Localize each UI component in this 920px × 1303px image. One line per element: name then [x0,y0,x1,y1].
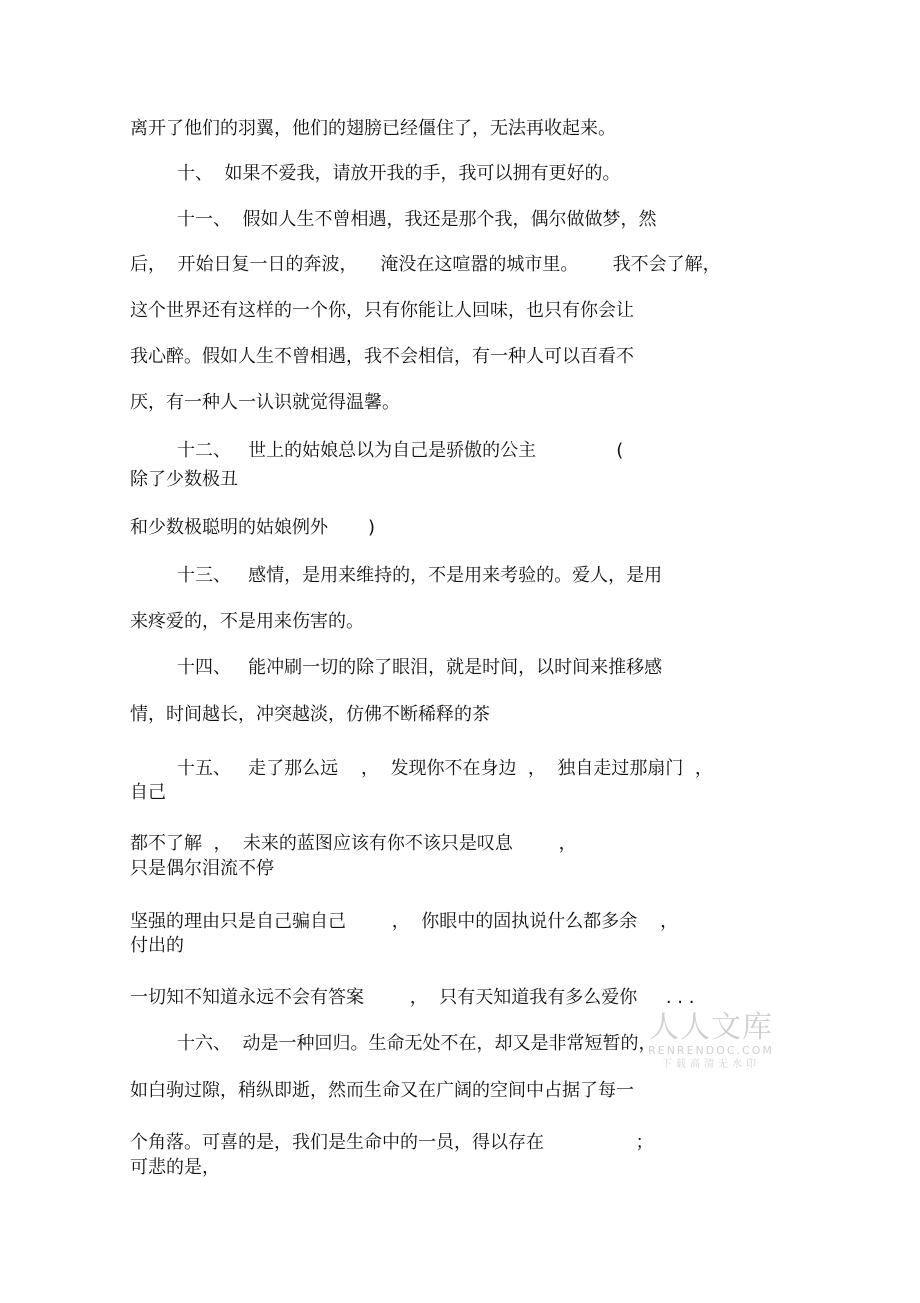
text-line: 离开了他们的羽翼，他们的翅膀已经僵住了，无法再收起来。 [130,118,616,139]
text-line: 十四、 能冲刷一切的除了眼泪，就是时间，以时间来推移感 [177,657,663,678]
text-line: 这个世界还有这样的一个你，只有你能让人回味，也只有你会让 [130,300,634,321]
watermark-url: RENRENDOC.COM [648,1044,774,1057]
text-line: 都不了解 ， 未来的蓝图应该有你不该只是叹息 ， [130,833,577,854]
text-line: 除了少数极丑 [130,469,238,490]
text-line: 只是偶尔泪流不停 [130,858,274,879]
text-line: 一切知不知道永远不会有答案 ， 只有天知道我有多么爱你 . . . [130,987,695,1008]
text-line: 情，时间越长，冲突越淡，仿佛不断稀释的茶 [130,704,490,725]
text-line: 来疼爱的，不是用来伤害的。 [130,611,364,632]
text-line: 十、 如果不爱我，请放开我的手，我可以拥有更好的。 [177,163,621,184]
text-line: 十三、 感情，是用来维持的，不是用来考验的。爱人，是用 [177,565,663,586]
text-line: 个角落。可喜的是，我们是生命中的一员，得以存在 ； [130,1132,654,1153]
text-line: 厌，有一种人一认识就觉得温馨。 [130,392,400,413]
text-line: 可悲的是， [130,1157,220,1178]
watermark-title: 人人文库 [649,1010,773,1045]
text-line: 后， 开始日复一日的奔波， 淹没在这喧嚣的城市里。 我不会了解， [130,254,721,275]
watermark-caption: 下载高清无水印 [662,1059,760,1070]
text-line: 十六、 动是一种回归。生命无处不在，却又是非常短暂的， [177,1033,657,1054]
text-line: 十一、 假如人生不曾相遇，我还是那个我，偶尔做做梦，然 [177,209,657,230]
text-line: 自己 [130,782,166,803]
text-line: 付出的 [130,935,184,956]
text-line: 十二、 世上的姑娘总以为自己是骄傲的公主 ( [177,440,624,461]
text-line: 我心醉。假如人生不曾相遇，我不会相信，有一种人可以百看不 [130,346,634,367]
text-line: 和少数极聪明的姑娘例外 ) [130,517,376,538]
watermark-logo [648,1012,774,1072]
text-line: 坚强的理由只是自己骗自己 ， 你眼中的固执说什么都多余 ， [130,911,679,932]
text-line: 如白驹过隙，稍纵即逝，然而生命又在广阔的空间中占据了每一 [130,1080,634,1101]
text-line: 十五、 走了那么远 ， 发现你不在身边 ， 独自走过那扇门 ， [177,758,713,779]
